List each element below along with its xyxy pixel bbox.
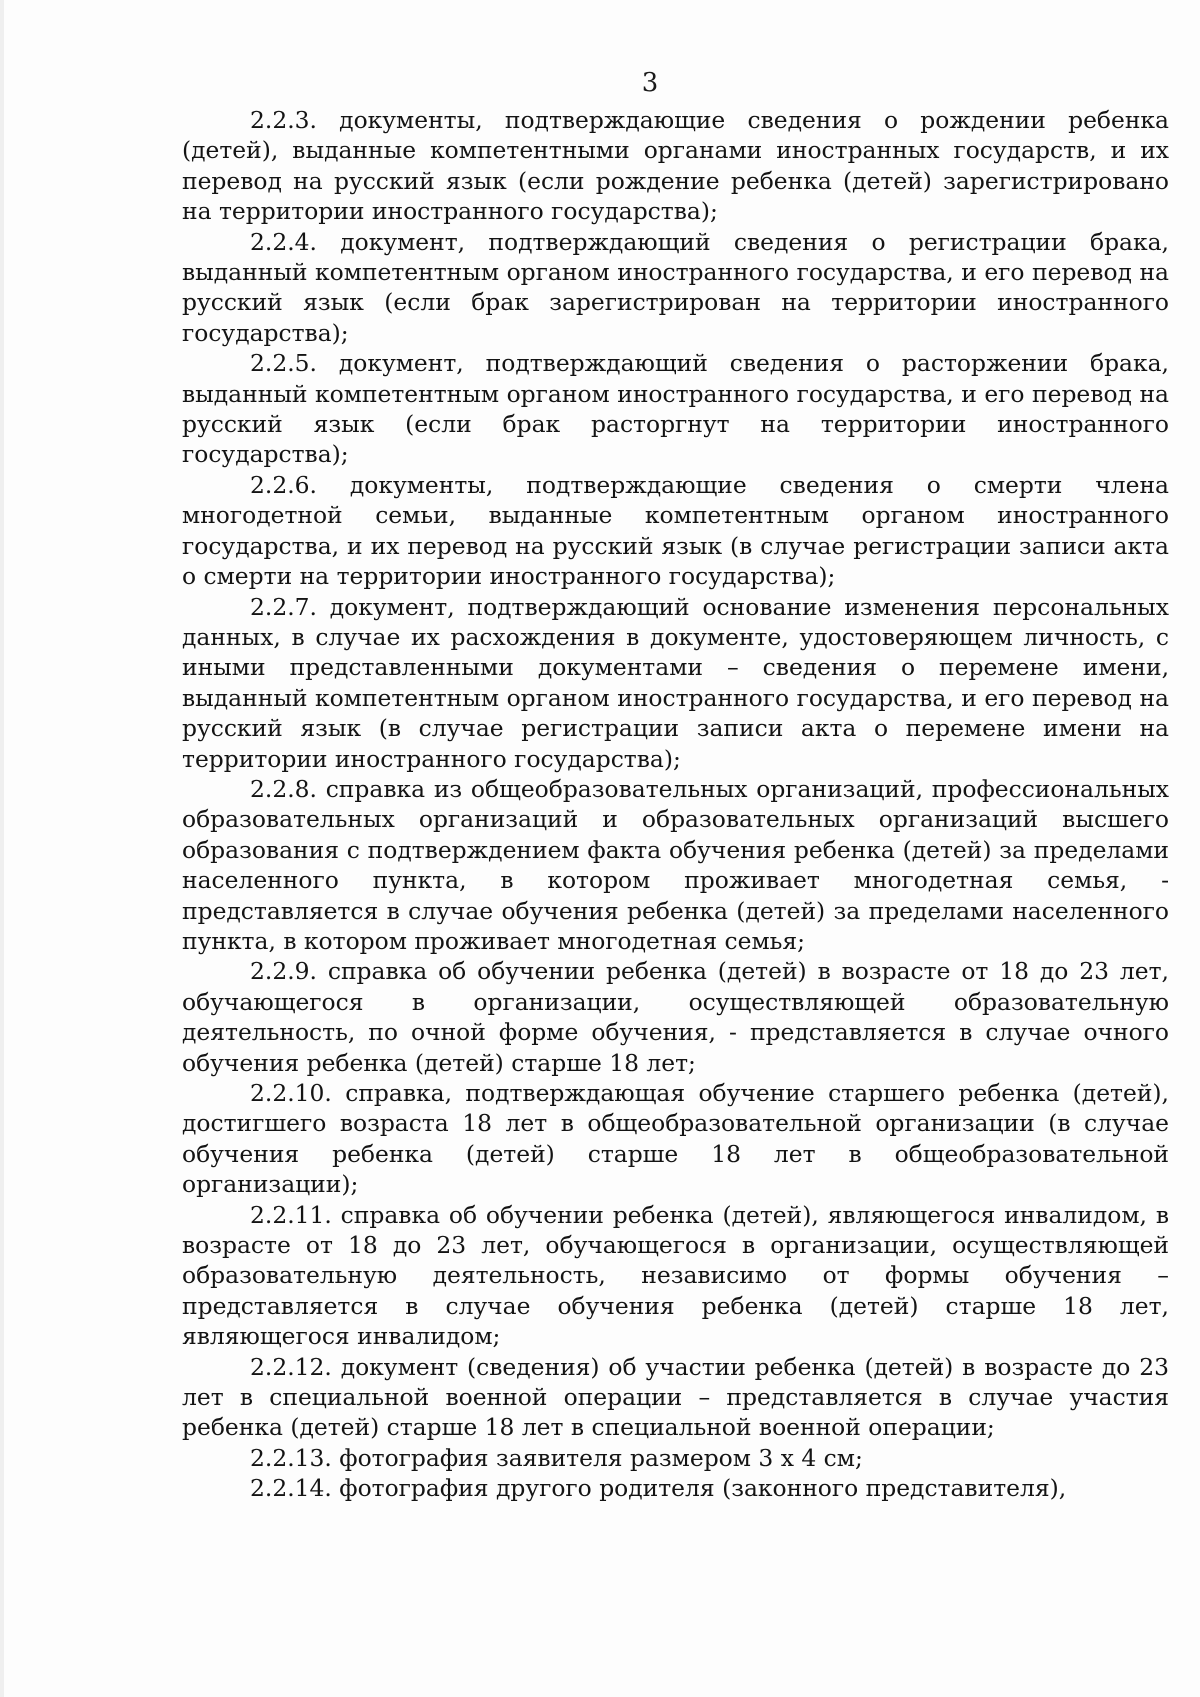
paragraph-2-2-8: 2.2.8. справка из общеобразовательных организаций, профессиональных образовательных организаций и образовательных организаций высшего образования с подтверждением факта обучения ребенка (детей) за пределами населенного пункта, в котором проживает многодетная семья, - представляется в случае обучения ребенка (детей) за пределами населенного пункта, в котором проживает многодетная семья; (182, 774, 1169, 955)
paragraph-2-2-12: 2.2.12. документ (сведения) об участии ребенка (детей) в возрасте до 23 лет в специальной военной операции – представляется в случае участия ребенка (детей) старше 18 лет в специальной военной операции; (182, 1352, 1169, 1442)
paragraph-2-2-9: 2.2.9. справка об обучении ребенка (детей) в возрасте от 18 до 23 лет, обучающегося в организации, осуществляющей образовательную деятельность, по очной форме обучения, - представляется в случае очного обучения ребенка (детей) старше 18 лет; (182, 957, 1169, 1077)
paragraph-2-2-5: 2.2.5. документ, подтверждающий сведения о расторжении брака, выданный компетентным органом иностранного государства, и его перевод на русский язык (если брак расторгнут на территории иностранного государства); (182, 349, 1169, 469)
scan-edge (0, 0, 4, 1697)
paragraph-2-2-7: 2.2.7. документ, подтверждающий основание изменения персональных данных, в случае их расхождения в документе, удостоверяющем личность, с иными представленными документами – сведения о перемене имени, выданный компетентным органом иностранного государства, и его перевод на русский язык (в случае регистрации записи акта о перемене имени на территории иностранного государства); (182, 592, 1169, 773)
document-body (182, 105, 1169, 1504)
paragraph-2-2-14: 2.2.14. фотография другого родителя (законного представителя), (250, 1474, 1067, 1503)
paragraph-2-2-13: 2.2.13. фотография заявителя размером 3 х 4 см; (250, 1443, 863, 1472)
page-number: 3 (641, 68, 659, 98)
paragraph-2-2-3: 2.2.3. документы, подтверждающие сведения о рождении ребенка (детей), выданные компетентными органами иностранных государств, и их перевод на русский язык (если рождение ребенка (детей) зарегистрировано на территории иностранного государства); (182, 106, 1169, 226)
paragraph-2-2-10: 2.2.10. справка, подтверждающая обучение старшего ребенка (детей), достигшего возраста 18 лет в общеобразовательной организации (в случае обучения ребенка (детей) старше 18 лет в общеобразовательной организации); (182, 1079, 1169, 1199)
paragraph-2-2-11: 2.2.11. справка об обучении ребенка (детей), являющегося инвалидом, в возрасте от 18 до 23 лет, обучающегося в организации, осуществляющей образовательную деятельность, независимо от формы обучения – представляется в случае обучения ребенка (детей) старше 18 лет, являющегося инвалидом; (182, 1200, 1169, 1351)
paragraph-2-2-6: 2.2.6. документы, подтверждающие сведения о смерти члена многодетной семьи, выданные компетентным органом иностранного государства, и их перевод на русский язык (в случае регистрации записи акта о смерти на территории иностранного государства); (182, 470, 1169, 591)
paragraph-2-2-4: 2.2.4. документ, подтверждающий сведения о регистрации брака, выданный компетентным органом иностранного государства, и его перевод на русский язык (если брак зарегистрирован на территории иностранного государства); (182, 227, 1169, 347)
